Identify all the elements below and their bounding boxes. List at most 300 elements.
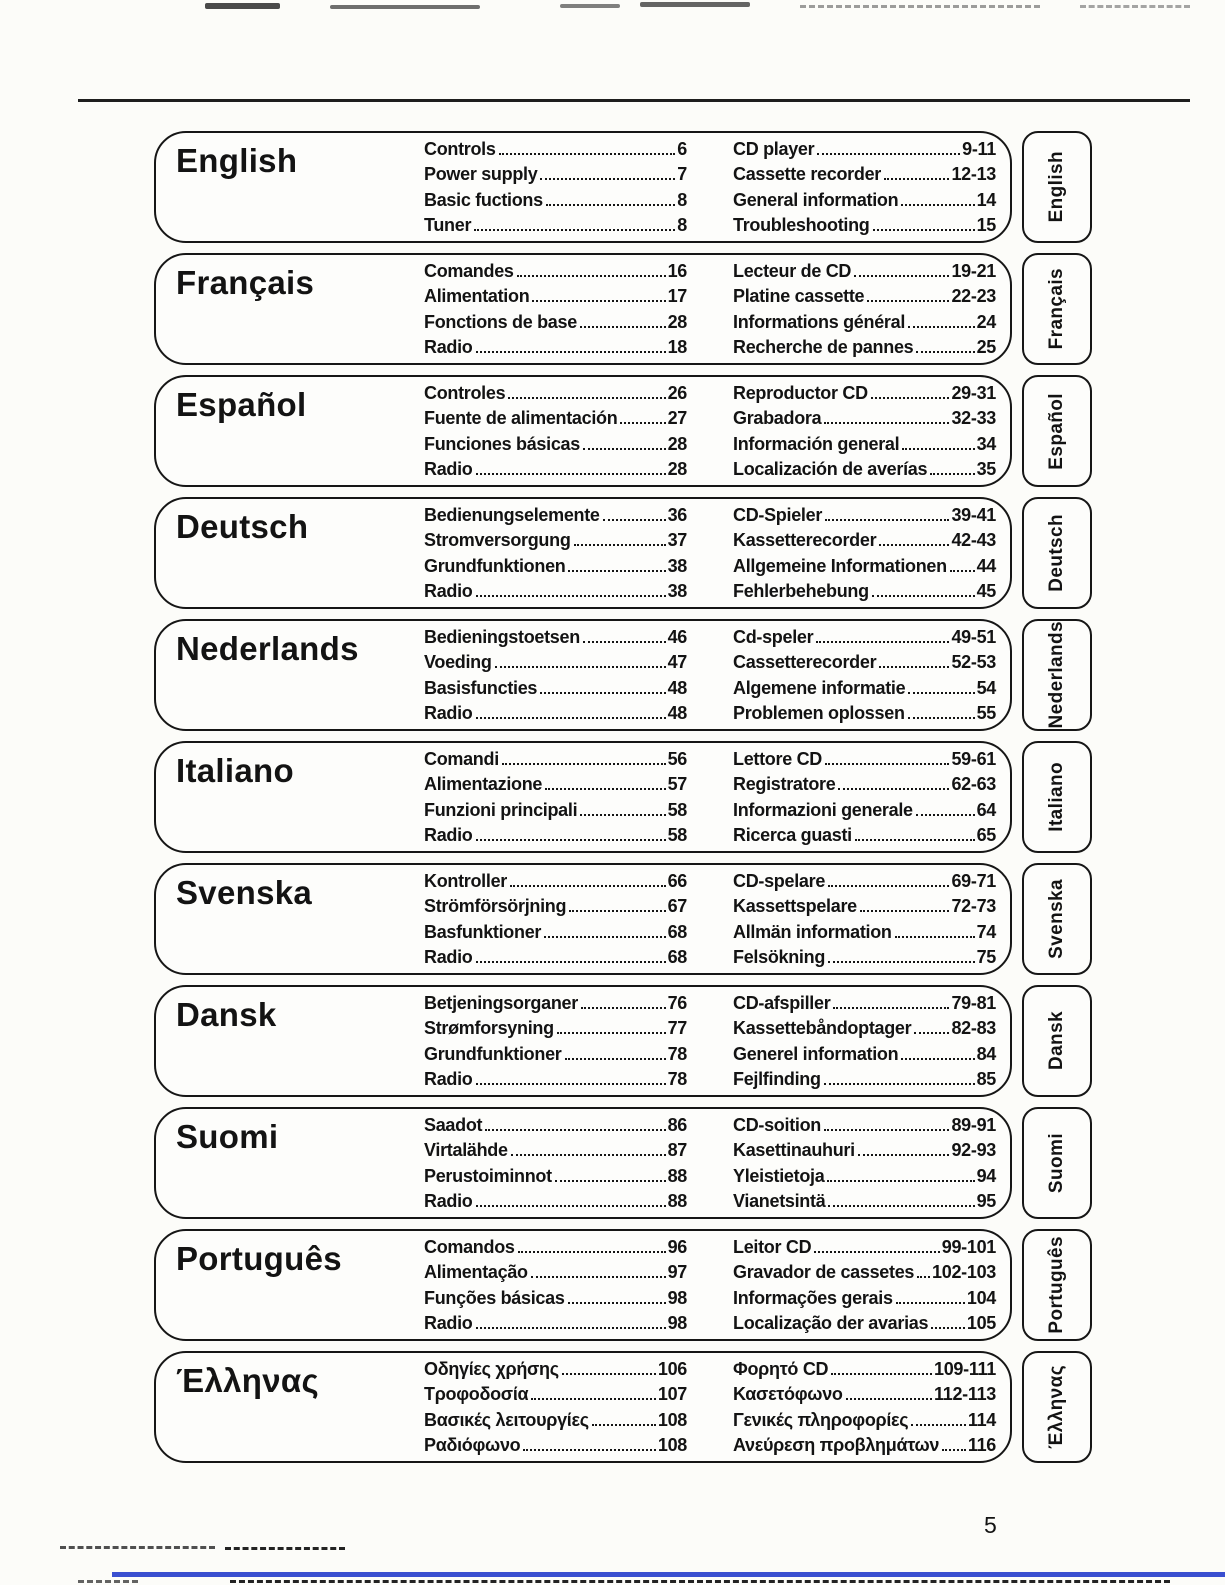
dotted-leader [950,570,975,572]
dotted-leader [569,910,665,912]
toc-entry-page: 48 [667,677,687,698]
scan-artifact [1080,5,1190,8]
dotted-leader [568,570,665,572]
toc-entry-label: Power supply [424,164,538,185]
language-title: Português [176,1240,342,1277]
toc-entry-page: 49-51 [951,627,996,648]
toc-entry-page: 76 [667,993,687,1014]
toc-entry-page: 109-111 [934,1359,996,1380]
toc-entry [733,406,996,431]
toc-entry-label: Οδηγίες χρήσης [424,1359,559,1380]
dotted-leader [474,229,675,231]
toc-entry [424,554,687,579]
toc-entry [424,579,687,604]
toc-entry [424,676,687,701]
toc-entry [733,798,996,823]
toc-entry-label: Γενικές πληροφορίες [733,1409,909,1430]
dotted-leader [901,1058,974,1060]
toc-entry [424,137,687,162]
toc-columns [424,747,996,848]
toc-entry-label: General information [733,189,899,210]
toc-entry-page: 54 [976,677,996,698]
toc-column [424,625,687,726]
toc-entry-label: Radio [424,1312,473,1333]
toc-entry [424,1433,687,1458]
dotted-leader [580,814,665,816]
toc-entry [733,335,996,360]
toc-entry-page: 89-91 [951,1115,996,1136]
toc-columns [424,1113,996,1214]
dotted-leader [855,839,975,841]
toc-entry-label: Cassetterecorder [733,652,877,673]
dotted-leader [828,961,975,963]
language-title: Français [176,264,315,301]
toc-entry [424,1286,687,1311]
toc-entry-page: 97 [667,1262,687,1283]
dotted-leader [581,1007,666,1009]
dotted-leader [592,1424,656,1426]
toc-entry-label: Φορητό CD [733,1359,829,1380]
dotted-leader [510,885,666,887]
dotted-leader [495,666,666,668]
toc-entry-page: 47 [667,652,687,673]
language-tab-label: Suomi [1046,1132,1067,1194]
toc-entry [424,528,687,553]
toc-entry-label: Radio [424,824,473,845]
dotted-leader [827,1180,974,1182]
toc-entry [424,188,687,213]
dotted-leader [871,397,950,399]
toc-entry-label: Funções básicas [424,1287,565,1308]
toc-columns [424,259,996,360]
dotted-leader [476,961,666,963]
toc-entry [733,1357,996,1382]
toc-entry-page: 37 [667,530,687,551]
toc-entry-page: 98 [667,1312,687,1333]
language-tab [1022,131,1092,243]
toc-entry [733,701,996,726]
toc-entry [424,457,687,482]
toc-entry-label: CD-Spieler [733,505,823,526]
toc-entry-page: 88 [667,1165,687,1186]
toc-entry [733,676,996,701]
toc-entry-page: 57 [667,774,687,795]
toc-entry-label: Kassettebåndoptager [733,1018,912,1039]
toc-entry [424,1408,687,1433]
toc-entry-page: 94 [976,1165,996,1186]
toc-entry-page: 66 [667,871,687,892]
dotted-leader [508,397,665,399]
toc-column [733,137,996,238]
toc-entry-page: 38 [667,580,687,601]
toc-entry-label: CD-soition [733,1115,821,1136]
dotted-leader [476,473,666,475]
toc-entry-page: 68 [667,921,687,942]
toc-column [733,259,996,360]
toc-entry-page: 78 [667,1043,687,1064]
toc-entry-page: 84 [976,1043,996,1064]
dotted-leader [879,666,949,668]
toc-entry [424,1235,687,1260]
toc-entry-page: 44 [976,555,996,576]
dotted-leader [476,595,666,597]
toc-entry-page: 29-31 [951,383,996,404]
toc-entry-label: Perustoiminnot [424,1165,552,1186]
dotted-leader [824,1083,975,1085]
toc-entry-page: 28 [667,458,687,479]
toc-entry [424,310,687,335]
language-tab-label: Italiano [1046,762,1067,832]
dotted-leader [916,814,975,816]
language-tab-label: English [1046,151,1067,223]
dotted-leader [833,1007,949,1009]
toc-entry-page: 99-101 [941,1237,996,1258]
toc-entry [733,284,996,309]
language-tab [1022,619,1092,731]
toc-entry [733,945,996,970]
toc-entry-label: Strömförsörjning [424,896,567,917]
toc-entry [733,1311,996,1336]
toc-entry-label: Voeding [424,652,492,673]
toc-entry [733,381,996,406]
toc-entry [424,381,687,406]
toc-entry-page: 65 [976,824,996,845]
toc-entry-label: Comandos [424,1237,515,1258]
toc-entry [733,137,996,162]
toc-column [733,1357,996,1458]
toc-entry [733,1433,996,1458]
toc-columns [424,625,996,726]
dotted-leader [557,1032,666,1034]
toc-entry [424,1311,687,1336]
toc-column [733,747,996,848]
toc-entry-label: Leitor CD [733,1237,812,1258]
toc-entry-page: 19-21 [951,261,996,282]
language-section [154,1351,1012,1463]
language-section [154,1107,1012,1219]
toc-entry-page: 15 [976,214,996,235]
toc-entry [733,747,996,772]
toc-entry-label: Cd-speler [733,627,814,648]
toc-entry [424,1113,687,1138]
scan-artifact [560,4,620,8]
language-tab [1022,375,1092,487]
language-tab-label: Έλληνας [1046,1365,1067,1449]
dotted-leader [518,1251,666,1253]
toc-entry [733,1260,996,1285]
toc-entry-label: Ricerca guasti [733,824,852,845]
toc-column [733,1113,996,1214]
toc-entry-page: 9-11 [962,139,996,160]
toc-entry-label: Algemene informatie [733,677,906,698]
toc-entry-label: Basisfuncties [424,677,538,698]
dotted-leader [568,1302,666,1304]
toc-entry-page: 28 [667,311,687,332]
toc-entry [424,894,687,919]
toc-entry-label: Ραδιόφωνο [424,1434,521,1455]
toc-entry-label: CD-spelare [733,871,826,892]
toc-entry-label: CD player [733,139,815,160]
toc-entry-label: Troubleshooting [733,214,870,235]
toc-entry [424,213,687,238]
toc-column [424,869,687,970]
toc-entry-page: 104 [966,1287,996,1308]
toc-columns [424,503,996,604]
language-tab-label: Nederlands [1046,621,1067,729]
toc-entry-label: Localização der avarias [733,1312,929,1333]
toc-entry [424,1067,687,1092]
toc-entry [424,432,687,457]
toc-column [424,1357,687,1458]
toc-entry-label: Tuner [424,214,472,235]
language-tab [1022,1351,1092,1463]
language-title: Έλληνας [176,1362,319,1399]
dotted-leader [846,1398,932,1400]
language-tab [1022,253,1092,365]
toc-entry [424,823,687,848]
language-section [154,1229,1012,1341]
toc-entry-label: Bedienungselemente [424,505,600,526]
dotted-leader [580,326,666,328]
toc-entry-page: 35 [976,458,996,479]
dotted-leader [911,1424,966,1426]
language-tab-label: Svenska [1046,879,1067,959]
bottom-blue-line [112,1572,1225,1577]
toc-entry-label: Radio [424,580,473,601]
scan-artifact [225,1547,345,1550]
toc-entry-page: 95 [976,1190,996,1211]
language-section [154,497,1012,609]
toc-entry-label: Radio [424,458,473,479]
toc-entry-label: Grundfunktioner [424,1043,562,1064]
toc-entry-label: Radio [424,946,473,967]
dotted-leader [583,641,666,643]
toc-entry [733,894,996,919]
dotted-leader [816,641,949,643]
language-tab [1022,863,1092,975]
toc-entry-page: 8 [677,214,687,235]
dotted-leader [476,351,666,353]
language-title: Suomi [176,1118,279,1155]
toc-entry-page: 62-63 [951,774,996,795]
toc-entry [424,284,687,309]
toc-entry-label: Información general [733,433,900,454]
dotted-leader [942,1449,966,1451]
toc-entry-label: Localización de averías [733,458,928,479]
toc-entry-label: Saadot [424,1115,483,1136]
toc-columns [424,1235,996,1336]
toc-entry [733,1067,996,1092]
horizontal-rule [78,99,1190,102]
toc-entry-page: 12-13 [951,164,996,185]
toc-entry-label: Reproductor CD [733,383,868,404]
toc-entry-page: 67 [667,896,687,917]
dotted-leader [884,178,949,180]
language-title: English [176,142,298,179]
toc-entry [424,1164,687,1189]
dotted-leader [502,763,666,765]
toc-entry-label: Recherche de pannes [733,336,914,357]
toc-column [733,381,996,482]
dotted-leader [499,153,676,155]
toc-entry-page: 27 [667,408,687,429]
toc-entry-page: 34 [976,433,996,454]
toc-entry-label: Kontroller [424,871,508,892]
language-section [154,985,1012,1097]
toc-entry-page: 79-81 [951,993,996,1014]
toc-entry-label: Kassettspelare [733,896,857,917]
toc-entry-page: 107 [657,1384,687,1405]
toc-columns [424,869,996,970]
dotted-leader [902,448,974,450]
toc-entry-page: 6 [677,139,687,160]
language-section [154,741,1012,853]
dotted-leader [476,717,666,719]
language-tab-label: Deutsch [1046,514,1067,592]
toc-entry-label: Informações gerais [733,1287,893,1308]
dotted-leader [854,275,949,277]
toc-column [733,1235,996,1336]
dotted-leader [583,448,666,450]
toc-entry [424,625,687,650]
toc-entry-page: 64 [976,799,996,820]
toc-entry-page: 85 [976,1068,996,1089]
dotted-leader [825,763,949,765]
toc-entry-page: 22-23 [951,286,996,307]
toc-column [733,991,996,1092]
dotted-leader [540,692,665,694]
toc-entry-label: Comandi [424,749,499,770]
toc-entry-label: Informations général [733,311,906,332]
dotted-leader [824,422,949,424]
toc-entry-label: Fejlfinding [733,1068,821,1089]
toc-entry [424,1260,687,1285]
toc-entry [424,798,687,823]
toc-entry [733,1408,996,1433]
language-tab [1022,985,1092,1097]
toc-entry [733,259,996,284]
toc-columns [424,381,996,482]
toc-entry-label: Fehlerbehebung [733,580,869,601]
dotted-leader [872,595,975,597]
toc-entry-label: Kasettinauhuri [733,1140,855,1161]
dotted-leader [485,1129,665,1131]
toc-column [733,869,996,970]
toc-entry [424,1357,687,1382]
dotted-leader [545,788,665,790]
toc-entry-page: 102-103 [932,1262,996,1283]
toc-entry-page: 25 [976,336,996,357]
toc-entry-page: 8 [677,189,687,210]
dotted-leader [914,1032,949,1034]
toc-entry-label: Alimentação [424,1262,528,1283]
toc-entry-label: Platine cassette [733,286,865,307]
toc-entry [733,1189,996,1214]
toc-entry-label: Funzioni principali [424,799,578,820]
toc-entry-page: 82-83 [951,1018,996,1039]
toc-entry-page: 88 [667,1190,687,1211]
toc-entry-label: Bedieningstoetsen [424,627,580,648]
scan-artifact [230,1580,1170,1583]
toc-entry [733,1164,996,1189]
dotted-leader [476,1327,666,1329]
toc-entry [424,747,687,772]
scan-artifact [800,5,1040,8]
toc-entry-label: Grabadora [733,408,822,429]
language-tab [1022,1229,1092,1341]
toc-entry [733,1382,996,1407]
toc-entry-label: Generel information [733,1043,899,1064]
dotted-leader [860,910,950,912]
toc-entry-page: 7 [677,164,687,185]
toc-entry-label: Gravador de cassetes [733,1262,915,1283]
toc-entry [424,1042,687,1067]
toc-columns [424,137,996,238]
toc-entry [733,869,996,894]
toc-entry-label: Informazioni generale [733,799,913,820]
toc-column [424,1235,687,1336]
toc-entry [424,945,687,970]
toc-entry [733,772,996,797]
toc-entry-page: 58 [667,824,687,845]
scan-artifact [205,3,280,9]
toc-entry-page: 105 [966,1312,996,1333]
page-number: 5 [984,1512,997,1538]
toc-entry-page: 106 [657,1359,687,1380]
dotted-leader [531,1276,666,1278]
toc-entry [733,1113,996,1138]
toc-entry-page: 18 [667,336,687,357]
toc-entry [424,991,687,1016]
dotted-leader [858,1154,950,1156]
toc-entry-label: Radio [424,702,473,723]
dotted-leader [930,473,974,475]
toc-entry-page: 42-43 [951,530,996,551]
toc-entry [424,650,687,675]
toc-entry [733,162,996,187]
toc-entry [733,457,996,482]
language-tab-label: Español [1046,392,1067,470]
language-section [154,863,1012,975]
toc-entry [424,701,687,726]
toc-entry [424,335,687,360]
toc-entry-label: Strømforsyning [424,1018,554,1039]
toc-entry-label: Κασετόφωνο [733,1384,843,1405]
toc-entry-label: Betjeningsorganer [424,993,578,1014]
toc-entry-label: Vianetsintä [733,1190,826,1211]
toc-entry [733,1235,996,1260]
language-section [154,253,1012,365]
toc-entry [424,869,687,894]
toc-entry-label: Βασικές λειτουργίες [424,1409,589,1430]
toc-entry [733,554,996,579]
dotted-leader [896,1302,965,1304]
dotted-leader [574,544,666,546]
toc-entry [733,310,996,335]
toc-column [424,381,687,482]
dotted-leader [828,1205,974,1207]
toc-entry [733,625,996,650]
toc-entry-page: 59-61 [951,749,996,770]
toc-entry [733,1042,996,1067]
language-title: Dansk [176,996,277,1033]
toc-entry [733,503,996,528]
toc-entry-label: Comandes [424,261,514,282]
toc-entry [424,162,687,187]
toc-entry-label: Fonctions de base [424,311,577,332]
dotted-leader [620,422,665,424]
toc-entry-page: 96 [667,1237,687,1258]
